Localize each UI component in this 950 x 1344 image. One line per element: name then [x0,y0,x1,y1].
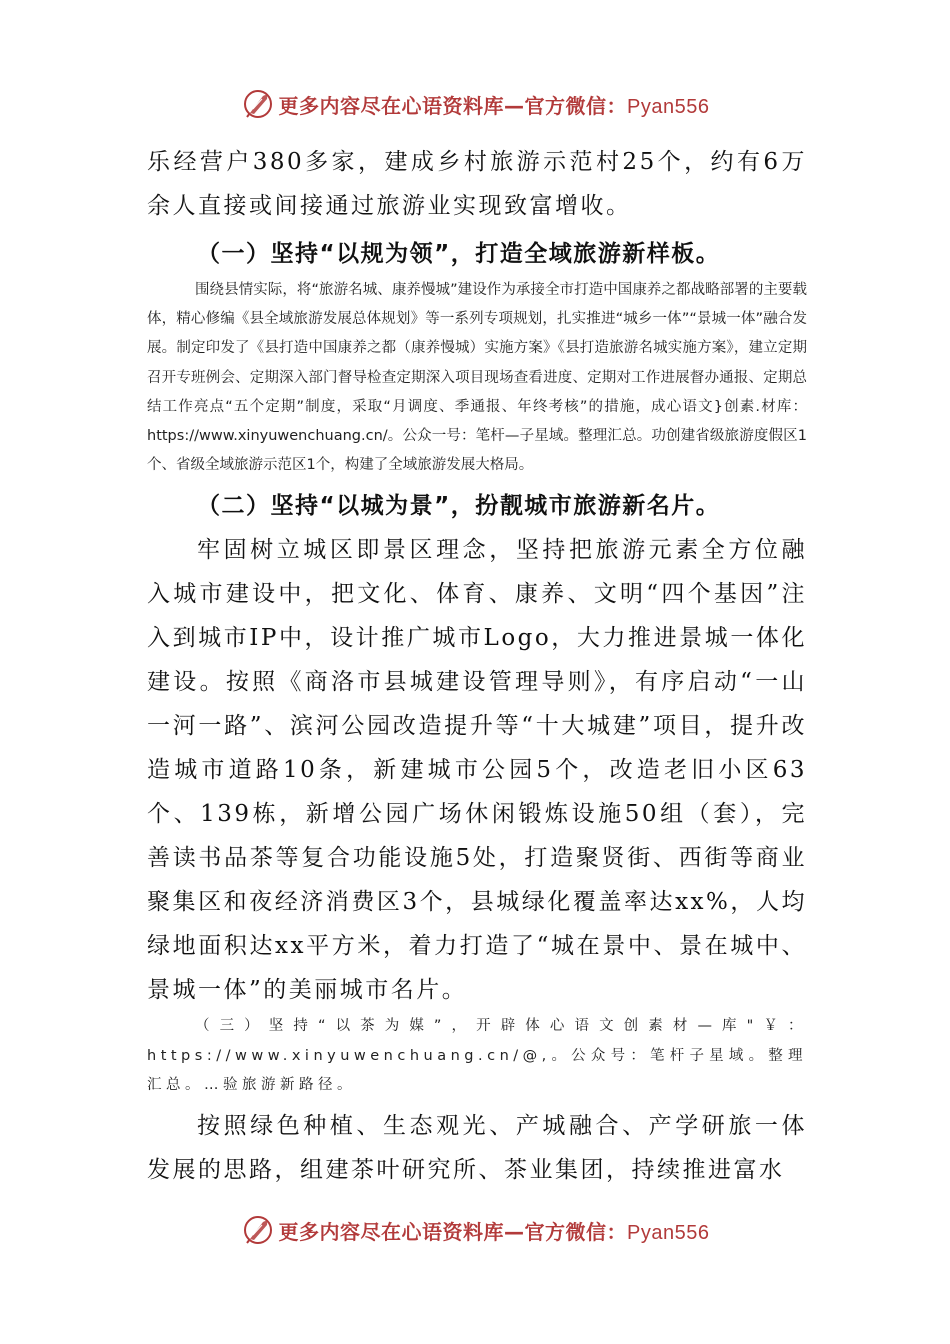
section-heading-1: （一）坚持“以规为领”，打造全域旅游新样板。 [197,241,721,267]
footer-banner-id: Pyan556 [627,1221,710,1244]
footer-banner-text [279,1216,710,1245]
footer-banner [0,1210,950,1250]
header-banner-text [279,90,710,119]
section-heading-2: （二）坚持“以城为景”，扮靓城市旅游新名片。 [197,493,721,520]
paragraph-continued: 乐经营户380多家，建成乡村旅游示范村25个，约有6万余人直接或间接通过旅游业实现致富增收。 [147,149,807,219]
document-body [147,140,807,1192]
header-banner-id: Pyan556 [627,95,710,118]
header-banner-cn: 更多内容尽在心语资料库—官方微信： [278,93,628,118]
paragraph-section-3: 按照绿色种植、生态观光、产城融合、产学研旅一体发展的思路，组建茶叶研究所、茶业集团，持续推进富水 [147,1113,807,1184]
footer-banner-cn: 更多内容尽在心语资料库—官方微信： [278,1219,628,1244]
quill-pen-icon [241,87,275,121]
paragraph-section-2: 牢固树立城区即景区理念，坚持把旅游元素全方位融入城市建设中，把文化、体育、康养、文明“四个基因”注入到城市IP中，设计推广城市Logo，大力推进景城一体化建设。按照《商洛市县城建设管理导则》，有序启动“一山一河一路”、滨河公园改造提升等“十大城建”项目，提升改造城市道路10条，新建城市公园5个，改造老旧小区63个、139栋，新增公园广场休闲锻炼设施50组（套），完善读书品茶等复合功能设施5处，打造聚贤街、西街等商业聚集区和夜经济消费区3个，县城绿化覆盖率达xx%，人均绿地面积达xx平方米，着力打造了“城在景中、景在城中、景城一体”的美丽城市名片。 [147,537,807,1004]
quill-pen-icon [241,1213,275,1247]
paragraph-section-3-heading: （三）坚持“以茶为媒”，开辟体心语文创素材—库"￥：https://www.xinyuwenchuang.cn/@,。公众号：笔杆子星域。整理汇总。…验旅游新路径。 [147,1018,807,1093]
header-banner [0,84,950,124]
paragraph-section-1: 围绕县情实际，将“旅游名城、康养慢城”建设作为承接全市打造中国康养之都战略部署的主要载体，精心修编《县全域旅游发展总体规划》等一系列专项规划，扎实推进“城乡一体”“景城一体”融合发展。制定印发了《县打造中国康养之都（康养慢城）实施方案》《县打造旅游名城实施方案》，建立定期召开专班例会、定期深入部门督导检查定期深入项目现场查看进度、定期对工作进展督办通报、定期总结工作亮点“五个定期”制度，采取“月调度、季通报、年终考核”的措施，成心语文}创素.材库：https://www.xinyuwenchuang.cn/。公众一号：笔杆—子星域。整理汇总。功创建省级旅游度假区1个、省级全域旅游示范区1个，构建了全域旅游发展大格局。 [147,282,807,474]
